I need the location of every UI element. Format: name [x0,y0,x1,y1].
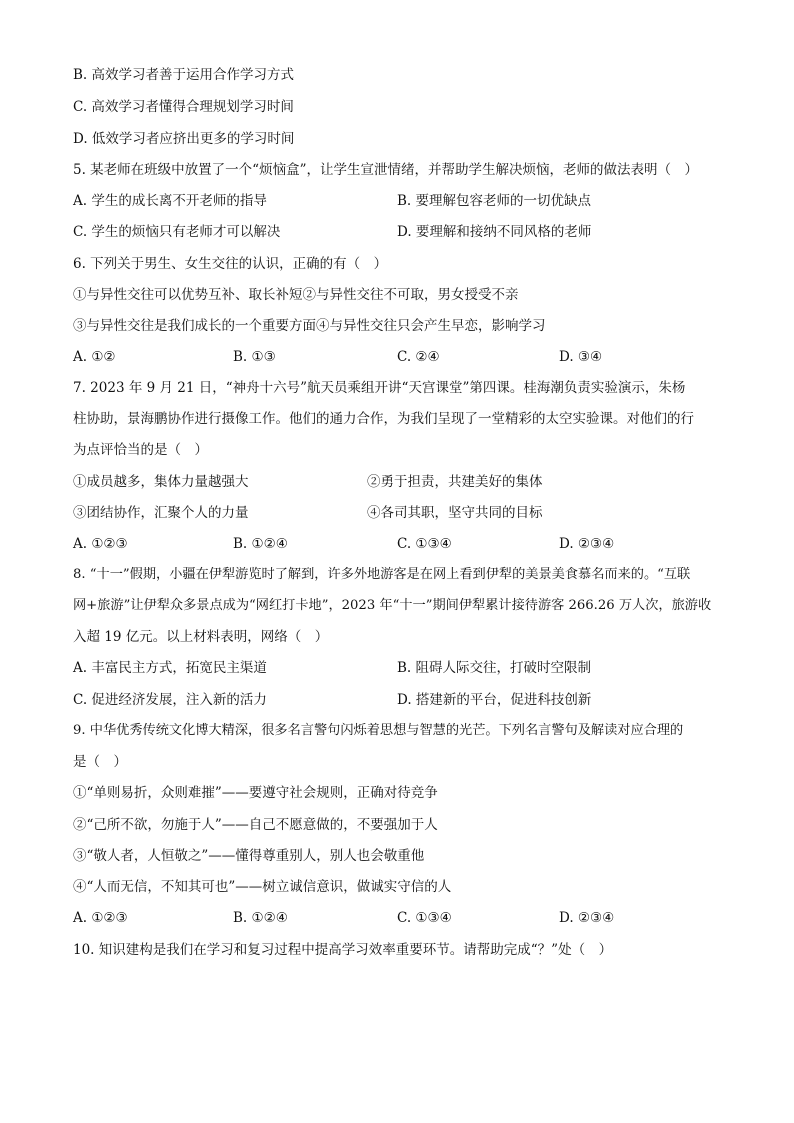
q8-option-c: C. 促进经济发展，注入新的活力 [73,692,267,708]
q7-statement-2: ②勇于担责，共建美好的集体 [367,474,543,490]
q7-stem-line2: 柱协助，景海鹏协作进行摄像工作。他们的通力合作，为我们呈现了一堂精彩的太空实验课。对他们的行 [73,411,694,427]
q8-stem-line2: 网+旅游”让伊犁众多景点成为“网红打卡地”，2023 年“十一”期间伊犁累计接待游客 266.26 万人次，旅游收 [73,598,712,613]
q7-stem-line1: 7. 2023 年 9 月 21 日，“神舟十六号”航天员乘组开讲“天宫课堂”第四课。桂海潮负责实验演示，朱杨 [73,380,686,396]
q7-option-d: D. ②③④ [559,536,615,552]
q8-stem-line3: 入超 19 亿元。以上材料表明，网络（ ） [73,629,329,645]
q5-stem: 5. 某老师在班级中放置了一个“烦恼盒”，让学生宣泄情绪，并帮助学生解决烦恼，老师的做法表明（ ） [73,162,698,178]
q9-statement-3: ③“敬人者，人恒敬之”——懂得尊重别人，别人也会敬重他 [73,848,425,864]
prev-option-b: B. 高效学习者善于运用合作学习方式 [73,67,295,83]
q6-option-d: D. ③④ [559,349,603,365]
q7-stem-line3: 为点评恰当的是（ ） [73,442,208,458]
q9-stem-line2: 是（ ） [73,754,127,770]
q5-option-d: D. 要理解和接纳不同风格的老师 [397,224,592,240]
q8-option-a: A. 丰富民主方式，拓宽民主渠道 [73,660,267,676]
q6-option-a: A. ①② [73,349,116,365]
q9-stem-line1: 9. 中华优秀传统文化博大精深，很多名言警句闪烁着思想与智慧的光芒。下列名言警句及解读对应合理的 [73,723,684,738]
q5-option-a: A. 学生的成长离不开老师的指导 [73,193,267,209]
q5-option-b: B. 要理解包容老师的一切优缺点 [397,193,592,209]
q6-option-b: B. ①③ [233,349,276,365]
q8-option-b: B. 阻碍人际交往，打破时空限制 [397,660,592,676]
q7-option-c: C. ①③④ [397,536,452,552]
q8-stem-line1: 8. “十一”假期，小疆在伊犁游览时了解到，许多外地游客是在网上看到伊犁的美景美食慕名而来的。“互联 [73,567,691,582]
q9-option-a: A. ①②③ [73,910,128,926]
q6-statement-1: ①与异性交往可以优势互补、取长补短②与异性交往不可取，男女授受不亲 [73,287,519,303]
q8-option-d: D. 搭建新的平台，促进科技创新 [397,692,592,708]
q5-option-c: C. 学生的烦恼只有老师才可以解决 [73,224,281,240]
q7-statement-3: ③团结协作，汇聚个人的力量 [73,505,249,521]
q6-option-c: C. ②④ [397,349,440,365]
q7-option-b: B. ①②④ [233,536,288,552]
q9-statement-1: ①“单则易折，众则难摧”——要遵守社会规则，正确对待竞争 [73,785,438,801]
prev-option-c: C. 高效学习者懂得合理规划学习时间 [73,99,294,115]
q9-statement-4: ④“人而无信，不知其可也”——树立诚信意识，做诚实守信的人 [73,879,452,895]
q7-option-a: A. ①②③ [73,536,128,552]
q9-option-b: B. ①②④ [233,910,288,926]
q6-stem: 6. 下列关于男生、女生交往的认识，正确的有（ ） [73,256,388,272]
q6-statement-2: ③与异性交往是我们成长的一个重要方面④与异性交往只会产生早恋，影响学习 [73,318,546,334]
q7-statement-1: ①成员越多，集体力量越强大 [73,474,249,490]
q7-statement-4: ④各司其职，坚守共同的目标 [367,505,543,521]
q10-stem: 10. 知识建构是我们在学习和复习过程中提高学习效率重要环节。请帮助完成“？”处（ ） [73,942,613,958]
q9-statement-2: ②“己所不欲，勿施于人”——自己不愿意做的，不要强加于人 [73,817,438,833]
q9-option-d: D. ②③④ [559,910,615,926]
prev-option-d: D. 低效学习者应挤出更多的学习时间 [73,131,295,147]
q9-option-c: C. ①③④ [397,910,452,926]
